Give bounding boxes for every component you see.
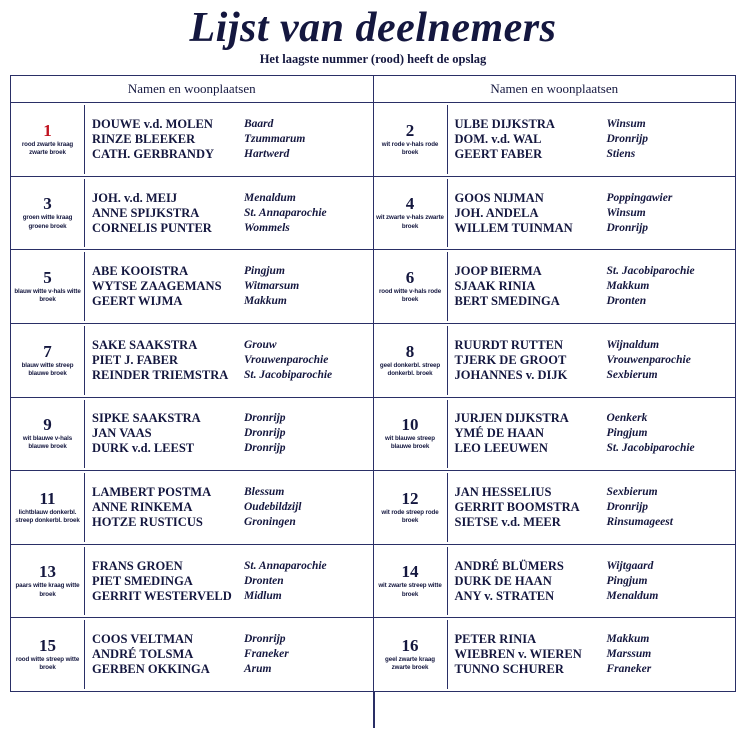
member-name: JURJEN DIJKSTRA xyxy=(454,411,569,426)
team-colors: wit blauwe v-hals blauwe broek xyxy=(22,435,73,451)
team-badge xyxy=(374,620,448,689)
team-badge xyxy=(374,252,448,321)
table-row xyxy=(11,103,373,177)
member-name: TUNNO SCHURER xyxy=(454,662,564,677)
team-number: 7 xyxy=(43,341,52,361)
member-name: DOUWE v.d. MOLEN xyxy=(92,116,213,131)
team-badge xyxy=(374,179,448,248)
member-name: ULBE DIJKSTRA xyxy=(454,116,555,131)
member-place: Winsum xyxy=(606,117,646,130)
member-name: JAN VAAS xyxy=(92,426,152,441)
member-place: Stiens xyxy=(606,147,636,160)
team-members xyxy=(448,547,736,616)
team-number: 15 xyxy=(39,636,56,656)
member-name: RINZE BLEEKER xyxy=(92,131,196,146)
member-place: Vrouwenparochie xyxy=(244,353,329,366)
member-places xyxy=(607,620,736,689)
team-badge xyxy=(374,400,448,469)
team-colors: groen witte kraag groene broek xyxy=(22,214,73,230)
team-members xyxy=(448,400,736,469)
team-badge xyxy=(374,473,448,542)
member-places xyxy=(244,105,373,174)
member-place: Sexbierum xyxy=(606,368,658,381)
member-name: LAMBERT POSTMA xyxy=(92,485,212,500)
member-names xyxy=(455,326,607,395)
member-names xyxy=(92,326,244,395)
table-row xyxy=(11,545,373,619)
member-name: DURK DE HAAN xyxy=(454,573,552,588)
member-name: GEERT FABER xyxy=(454,146,543,161)
member-places xyxy=(244,473,373,542)
member-name: TJERK DE GROOT xyxy=(454,352,567,367)
team-number: 2 xyxy=(405,120,415,140)
team-colors: paars witte kraag witte broek xyxy=(15,582,80,598)
table-row xyxy=(374,618,736,691)
member-name: LEO LEEUWEN xyxy=(454,441,548,456)
member-name: SAKE SAAKSTRA xyxy=(92,337,198,352)
team-colors: blauw witte streep blauwe broek xyxy=(21,361,74,377)
member-places xyxy=(244,252,373,321)
team-colors: rood witte v-hals rode broek xyxy=(378,287,442,304)
team-badge xyxy=(11,105,85,174)
member-places xyxy=(244,326,373,395)
team-members xyxy=(85,105,373,174)
member-name: SJAAK RINIA xyxy=(454,279,536,294)
table-row xyxy=(374,103,736,177)
team-colors: wit blauwe streep blauwe broek xyxy=(385,435,435,451)
member-name: ANY v. STRATEN xyxy=(454,588,555,603)
member-name: JOH. ANDELA xyxy=(454,205,539,220)
member-place: St. Jacobiparochie xyxy=(244,368,333,381)
team-number: 4 xyxy=(405,194,415,214)
member-names xyxy=(455,105,607,174)
table-row xyxy=(11,618,373,691)
member-place: Pingjum xyxy=(244,265,285,278)
member-place: Makkum xyxy=(606,633,650,646)
team-number: 12 xyxy=(401,488,419,508)
member-names xyxy=(455,400,607,469)
team-members xyxy=(448,620,736,689)
team-number: 14 xyxy=(401,562,419,582)
right-column xyxy=(374,103,736,691)
member-name: WIEBREN v. WIEREN xyxy=(454,647,582,662)
footer-divider xyxy=(373,692,375,728)
member-place: Vrouwenparochie xyxy=(606,353,691,366)
member-names xyxy=(92,252,244,321)
team-number: 16 xyxy=(401,636,419,656)
table-row xyxy=(11,177,373,251)
member-name: ANDRÉ BLÜMERS xyxy=(454,558,564,573)
member-place: Arum xyxy=(244,663,272,676)
table-row xyxy=(374,250,736,324)
participants-table xyxy=(10,75,736,692)
member-name: BERT SMEDINGA xyxy=(454,294,560,309)
table-row xyxy=(374,177,736,251)
team-colors: rood zwarte kraag zwarte broek xyxy=(21,140,74,156)
team-members xyxy=(85,473,373,542)
member-name: ANDRÉ TOLSMA xyxy=(92,647,194,662)
team-badge xyxy=(11,473,85,542)
member-place: Winsum xyxy=(606,206,646,219)
member-name: SIETSE v.d. MEER xyxy=(454,515,561,530)
team-colors: geel zwarte kraag zwarte broek xyxy=(385,656,435,672)
member-name: REINDER TRIEMSTRA xyxy=(92,367,229,382)
team-number: 13 xyxy=(39,562,56,582)
column-header-left: Namen en woonplaatsen xyxy=(11,76,374,102)
member-place: Makkum xyxy=(606,280,650,293)
team-badge xyxy=(11,400,85,469)
column-header-right: Namen en woonplaatsen xyxy=(490,81,619,97)
team-number: 11 xyxy=(39,488,56,508)
team-badge xyxy=(11,179,85,248)
member-place: Makkum xyxy=(244,295,287,308)
team-badge xyxy=(374,547,448,616)
team-colors: wit rode v-hals rode broek xyxy=(381,140,439,156)
member-place: Blessum xyxy=(244,486,285,499)
member-places xyxy=(607,547,736,616)
member-names xyxy=(92,473,244,542)
member-place: Dronrijp xyxy=(244,442,286,455)
member-name: GERRIT WESTERVELD xyxy=(92,588,232,603)
table-row xyxy=(374,545,736,619)
member-name: WILLEM TUINMAN xyxy=(454,220,573,235)
member-place: Hartwerd xyxy=(244,147,290,160)
member-places xyxy=(607,252,736,321)
member-place: Menaldum xyxy=(244,191,296,204)
member-place: St. Annaparochie xyxy=(244,206,327,219)
member-name: JOHANNES v. DIJK xyxy=(454,367,568,382)
team-number: 3 xyxy=(43,194,52,214)
team-colors: lichtblauw donkerbl. streep donkerbl. broek xyxy=(15,508,80,525)
member-name: JAN HESSELIUS xyxy=(454,485,552,500)
team-colors: rood witte streep witte broek xyxy=(15,656,80,672)
team-members xyxy=(85,400,373,469)
team-members xyxy=(448,473,736,542)
member-place: St. Jacobiparochie xyxy=(606,265,695,278)
table-row xyxy=(374,398,736,472)
member-place: Midlum xyxy=(244,589,282,602)
member-name: DOM. v.d. WAL xyxy=(454,131,542,146)
member-place: Dronten xyxy=(606,295,647,308)
member-name: YMÉ DE HAAN xyxy=(454,426,545,441)
member-place: Rinsumageest xyxy=(606,516,673,529)
member-place: Dronrijp xyxy=(606,501,649,514)
member-place: Dronten xyxy=(244,574,284,587)
member-place: Wijnaldum xyxy=(606,338,660,351)
member-places xyxy=(244,547,373,616)
member-place: Sexbierum xyxy=(606,486,658,499)
team-members xyxy=(85,326,373,395)
participant-list-page xyxy=(0,6,746,712)
team-colors: blauw witte v-hals witte broek xyxy=(14,287,81,304)
team-colors: geel donkerbl. streep donkerbl. broek xyxy=(379,361,441,377)
team-badge xyxy=(11,620,85,689)
member-places xyxy=(607,179,736,248)
team-number: 9 xyxy=(43,415,52,435)
team-members xyxy=(85,179,373,248)
member-name: CATH. GERBRANDY xyxy=(92,146,214,161)
member-name: GEERT WIJMA xyxy=(92,294,183,309)
member-names xyxy=(92,105,244,174)
member-place: Dronrijp xyxy=(244,427,286,440)
member-names xyxy=(92,400,244,469)
member-name: JOH. v.d. MEIJ xyxy=(92,190,178,205)
table-row xyxy=(11,250,373,324)
team-members xyxy=(448,326,736,395)
left-column xyxy=(11,103,374,691)
member-place: Dronrijp xyxy=(606,221,649,234)
team-members xyxy=(85,252,373,321)
table-row xyxy=(11,324,373,398)
team-number: 1 xyxy=(43,120,52,140)
team-number: 5 xyxy=(43,267,52,287)
member-place: Wijtgaard xyxy=(606,559,654,572)
member-place: Dronrijp xyxy=(244,412,286,425)
team-badge xyxy=(374,105,448,174)
member-names xyxy=(455,547,607,616)
team-members xyxy=(85,547,373,616)
member-name: FRANS GROEN xyxy=(92,558,183,573)
member-place: St. Jacobiparochie xyxy=(606,442,695,455)
member-places xyxy=(244,620,373,689)
team-badge xyxy=(374,326,448,395)
member-place: Franeker xyxy=(606,663,652,676)
member-place: Tzummarum xyxy=(244,132,306,145)
member-place: Marssum xyxy=(606,648,652,661)
member-name: DURK v.d. LEEST xyxy=(92,441,195,456)
team-members xyxy=(85,620,373,689)
table-row xyxy=(11,398,373,472)
team-colors: wit rode streep rode broek xyxy=(381,508,439,525)
member-place: Dronrijp xyxy=(606,132,649,145)
page-title: Lijst van deelnemers xyxy=(189,5,557,51)
member-place: Pingjum xyxy=(606,574,648,587)
member-place: Oudebildzijl xyxy=(244,501,302,514)
member-names xyxy=(92,547,244,616)
member-names xyxy=(92,179,244,248)
member-place: Menaldum xyxy=(606,589,659,602)
page-footer xyxy=(10,692,736,738)
member-places xyxy=(607,105,736,174)
member-place: Dronrijp xyxy=(244,633,286,646)
table-row xyxy=(374,471,736,545)
member-name: ANNE SPIJKSTRA xyxy=(92,205,200,220)
member-places xyxy=(607,326,736,395)
member-places xyxy=(244,179,373,248)
member-place: St. Annaparochie xyxy=(244,559,327,572)
member-name: HOTZE RUSTICUS xyxy=(92,515,203,530)
member-place: Franeker xyxy=(244,648,289,661)
member-name: CORNELIS PUNTER xyxy=(92,220,212,235)
member-names xyxy=(455,252,607,321)
member-names xyxy=(455,620,607,689)
table-header-row xyxy=(11,76,735,103)
member-names xyxy=(455,473,607,542)
team-badge xyxy=(11,326,85,395)
member-names xyxy=(92,620,244,689)
team-number: 8 xyxy=(405,341,415,361)
table-row xyxy=(374,324,736,398)
team-members xyxy=(448,252,736,321)
member-name: ANNE RINKEMA xyxy=(92,500,193,515)
member-place: Poppingawier xyxy=(606,191,673,204)
member-places xyxy=(244,400,373,469)
member-place: Oenkerk xyxy=(606,412,648,425)
member-name: PETER RINIA xyxy=(454,632,537,647)
member-place: Grouw xyxy=(244,338,277,351)
member-name: PIET J. FABER xyxy=(92,352,179,367)
team-badge xyxy=(11,547,85,616)
member-place: Pingjum xyxy=(606,427,648,440)
team-members xyxy=(448,105,736,174)
member-place: Baard xyxy=(244,117,274,130)
member-place: Witmarsum xyxy=(244,280,300,293)
team-number: 6 xyxy=(405,267,415,287)
member-name: RUURDT RUTTEN xyxy=(454,337,563,352)
team-members xyxy=(448,179,736,248)
table-body xyxy=(11,103,735,691)
team-colors: wit zwarte v-hals zwarte broek xyxy=(376,214,444,230)
member-names xyxy=(455,179,607,248)
member-place: Groningen xyxy=(244,516,296,529)
member-places xyxy=(607,473,736,542)
page-subtitle: Het laagste nummer (rood) heeft de opslag xyxy=(259,52,487,67)
member-place: Wommels xyxy=(244,221,290,234)
member-places xyxy=(607,400,736,469)
member-name: WYTSE ZAAGEMANS xyxy=(92,279,222,294)
team-badge xyxy=(11,252,85,321)
member-name: GERRIT BOOMSTRA xyxy=(454,500,580,515)
table-row xyxy=(11,471,373,545)
team-colors: wit zwarte streep witte broek xyxy=(378,582,442,598)
member-name: COOS VELTMAN xyxy=(92,632,194,647)
member-name: JOOP BIERMA xyxy=(454,264,542,279)
member-name: GOOS NIJMAN xyxy=(454,190,544,205)
member-name: ABE KOOISTRA xyxy=(92,264,189,279)
member-name: SIPKE SAAKSTRA xyxy=(92,411,201,426)
member-name: GERBEN OKKINGA xyxy=(92,662,210,677)
member-name: PIET SMEDINGA xyxy=(92,573,193,588)
team-number: 10 xyxy=(401,415,419,435)
